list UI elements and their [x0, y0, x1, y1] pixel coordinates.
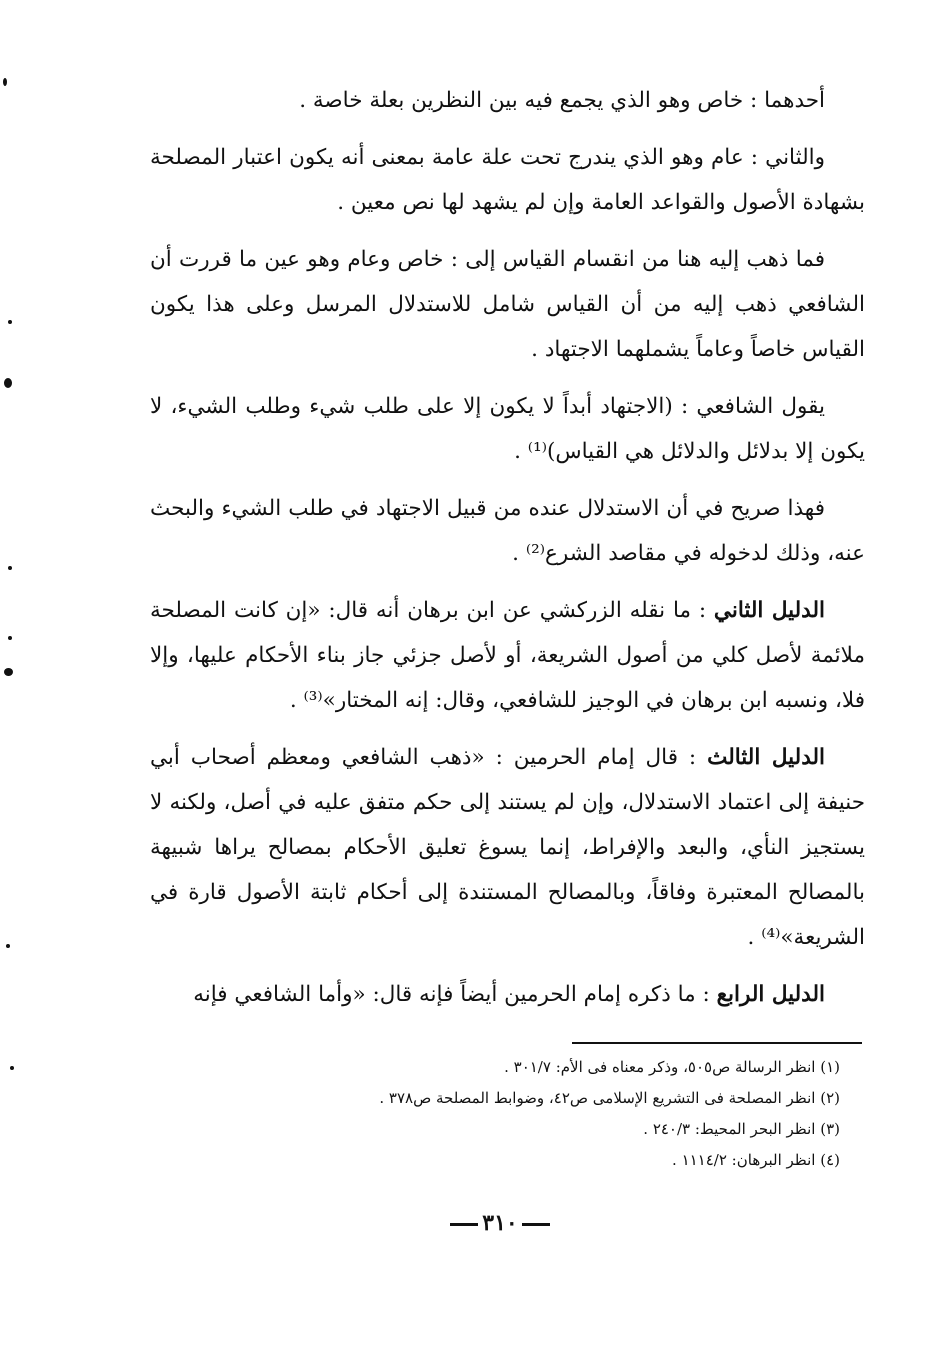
scan-speck [8, 566, 12, 570]
paragraph-5 [150, 486, 865, 576]
dash-right [450, 1223, 478, 1226]
scan-speck [3, 78, 7, 86]
paragraph-lead: الدليل الثاني [713, 598, 825, 623]
main-text [150, 78, 865, 1029]
paragraph-7 [150, 735, 865, 960]
paragraph-text: فما ذهب إليه هنا من انقسام القياس إلى : خاص وعام وهو عين ما قررت أن الشافعي ذهب إليه من أن القياس شامل للاستدلال المرسل وعلى هذا يكون القياس خاصاً وعاماً يشملهما الاجتهاد . [150, 247, 865, 362]
paragraph-lead: الدليل الرابع [716, 982, 825, 1007]
scan-speck [10, 1066, 14, 1070]
scan-speck [4, 378, 12, 388]
footnotes [200, 1052, 840, 1176]
paragraph-text: : قال إمام الحرمين : «ذهب الشافعي ومعظم أصحاب أبي حنيفة إلى اعتماد الاستدلال، وإن لم يستند إلى حكم متفق عليه في أصل، ولكنه لا يستجيز النأي، والبعد والإفراط، إنما يسوغ تعليق الأحكام بمصالح يراها شبيهة بالمصالح المعتبرة وفاقاً، وبالمصالح المستندة إلى أحكام ثابتة الأصول قارة في الشريعة»⁽⁴⁾ . [150, 745, 865, 950]
paragraph-text: فهذا صريح في أن الاستدلال عنده من قبيل الاجتهاد في طلب الشيء والبحث عنه، وذلك لدخوله في مقاصد الشرع⁽²⁾ . [150, 496, 865, 566]
footnote-4: (٤) انظر البرهان: ١١١٤/٢ . [672, 1151, 840, 1169]
footnote-2: (٢) انظر المصلحة فى التشريع الإسلامى ص٤٢، وضوابط المصلحة ص٣٧٨ . [379, 1089, 840, 1107]
paragraph-text: يقول الشافعي : (الاجتهاد أبداً لا يكون إلا على طلب شيء وطلب الشيء، لا يكون إلا بدلائل والدلائل هي القياس)⁽¹⁾ . [150, 394, 865, 464]
paragraph-text: أحدهما : خاص وهو الذي يجمع فيه بين النظرين بعلة خاصة . [299, 88, 825, 113]
paragraph-text: والثاني : عام وهو الذي يندرج تحت علة عامة بمعنى أنه يكون اعتبار المصلحة بشهادة الأصول والقواعد العامة وإن لم يشهد لها نص معين . [150, 145, 865, 215]
paragraph-1 [150, 78, 865, 123]
paragraph-6 [150, 588, 865, 723]
scan-speck [8, 320, 12, 324]
page-number [420, 1210, 580, 1236]
paragraph-4 [150, 384, 865, 474]
footnote-1: (١) انظر الرسالة ص٥٠٥، وذكر معناه فى الأم: ٣٠١/٧ . [504, 1058, 840, 1076]
paragraph-2 [150, 135, 865, 225]
footnote-divider [572, 1042, 862, 1044]
paragraph-text: : ما ذكره إمام الحرمين أيضاً فإنه قال: «وأما الشافعي فإنه [193, 982, 717, 1007]
paragraph-text: : ما نقله الزركشي عن ابن برهان أنه قال: «إن كانت المصلحة ملائمة لأصل كلي من أصول الشريعة، أو لأصل جزئي جاز بناء الأحكام عليها، وإلا فلا، ونسبه ابن برهان في الوجيز للشافعي، وقال: إنه المختار»⁽³⁾ . [150, 598, 865, 713]
paragraph-8 [150, 972, 865, 1017]
footnote-3: (٣) انظر البحر المحيط: ٢٤٠/٣ . [643, 1120, 840, 1138]
scan-speck [8, 636, 12, 640]
scan-speck [6, 944, 10, 948]
paragraph-3 [150, 237, 865, 372]
dash-left [522, 1223, 550, 1226]
page-number-text: ٣١٠ [482, 1210, 518, 1236]
scan-speck [4, 668, 13, 676]
paragraph-lead: الدليل الثالث [707, 745, 825, 770]
